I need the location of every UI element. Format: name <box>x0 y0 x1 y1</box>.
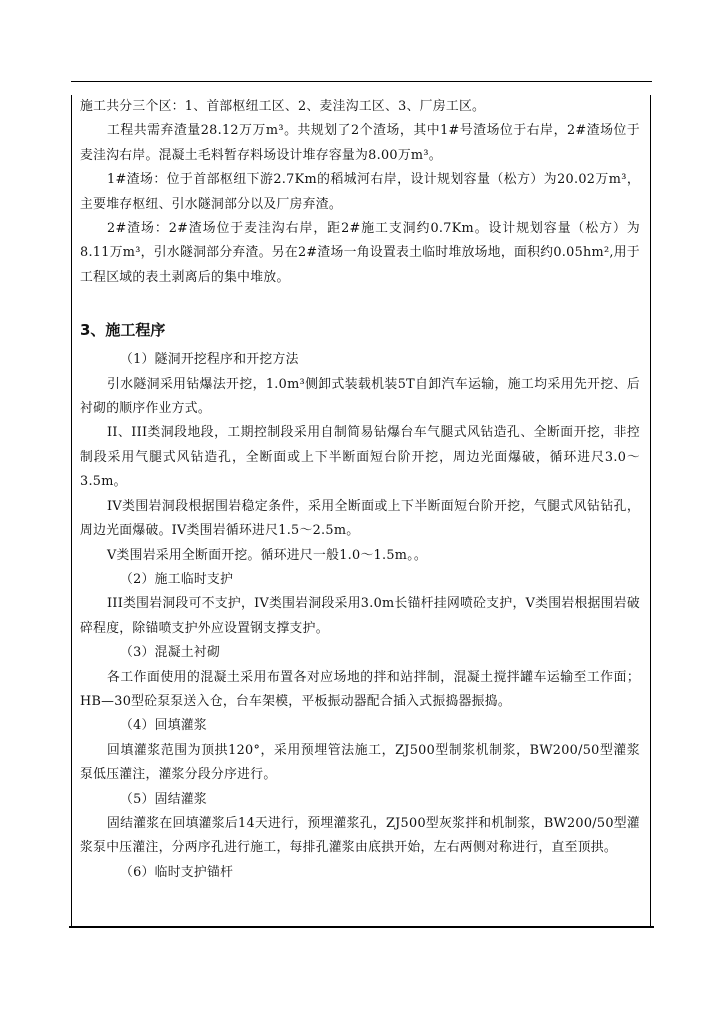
paragraph: III类围岩洞段可不支护，IV类围岩洞段采用3.0m长锚杆挂网喷砼支护，V类围岩根据围岩破碎程度，除锚喷支护外应设置钢支撑支护。 <box>80 596 640 636</box>
paragraph: 回填灌浆范围为顶拱120°，采用预埋管法施工，ZJ500型制浆机制浆，BW200/50型灌浆泵低压灌注，灌浆分段分序进行。 <box>80 742 640 783</box>
header-rule <box>71 81 652 82</box>
item-title: （2）施工临时支护 <box>120 571 234 587</box>
paragraph: V类围岩采用全断面开挖。循环进尺一般1.0～1.5m。。 <box>107 547 428 563</box>
paragraph: 引水隧洞采用钻爆法开挖，1.0m³侧卸式装载机装5T自卸汽车运输，施工均采用先开挖、后衬砌的顺序作业方式。 <box>80 376 640 417</box>
paragraph: 固结灌浆在回填灌浆后14天进行，预埋灌浆孔，ZJ500型灰浆拌和机制浆，BW200/50型灌浆泵中压灌注，分两序孔进行施工，每排孔灌浆由底拱开始，左右两侧对称进行，直至顶拱。 <box>80 815 640 856</box>
item-title: （1）隧洞开挖程序和开挖方法 <box>120 352 299 368</box>
item-title: （3）混凝土衬砌 <box>120 645 221 661</box>
paragraph: 1#渣场：位于首部枢纽下游2.7Km的稻城河右岸，设计规划容量（松方）为20.02万m³，主要堆存枢纽、引水隧洞部分以及厂房弃渣。 <box>80 172 640 212</box>
section-heading: 3、施工程序 <box>80 321 166 340</box>
paragraph: IV类围岩洞段根据围岩稳定条件，采用全断面或上下半断面短台阶开挖，气腿式风钻钻孔，周边光面爆破。IV类围岩循环进尺1.5～2.5m。 <box>80 498 640 539</box>
paragraph: 施工共分三个区：1、首部枢纽工区、2、麦洼沟工区、3、厂房工区。 <box>80 99 486 114</box>
item-title: （5）固结灌浆 <box>120 791 208 807</box>
paragraph: 2#渣场：2#渣场位于麦洼沟右岸，距2#施工支洞约0.7Km。设计规划容量（松方）为8.11万m³，引水隧洞部分弃渣。另在2#渣场一角设置表土临时堆放场地，面积约0.05hm²,用于工程区域的表土剥离后的集中堆放。 <box>80 221 640 285</box>
paragraph: 各工作面使用的混凝土采用布置各对应场地的拌和站拌制，混凝土搅拌罐车运输至工作面；HB—30型砼泵泵送入仓，台车架模，平板振动器配合插入式振捣器振捣。 <box>80 669 640 709</box>
paragraph: 工程共需弃渣量28.12万万m³。共规划了2个渣场，其中1#号渣场位于右岸，2#渣场位于麦洼沟右岸。混凝土毛料暂存料场设计堆存容量为8.00万m³。 <box>80 123 640 163</box>
document-body <box>80 95 640 885</box>
footer-rule <box>69 926 654 928</box>
paragraph: II、III类洞段地段，工期控制段采用自制简易钻爆台车气腿式风钻造孔、全断面开挖，非控制段采用气腿式风钻造孔，全断面或上下半断面短台阶开挖，周边光面爆破，循环进尺3.0～3.5m。 <box>80 425 640 490</box>
item-title: （6）临时支护锚杆 <box>120 864 234 880</box>
item-title: （4）回填灌浆 <box>120 718 208 734</box>
